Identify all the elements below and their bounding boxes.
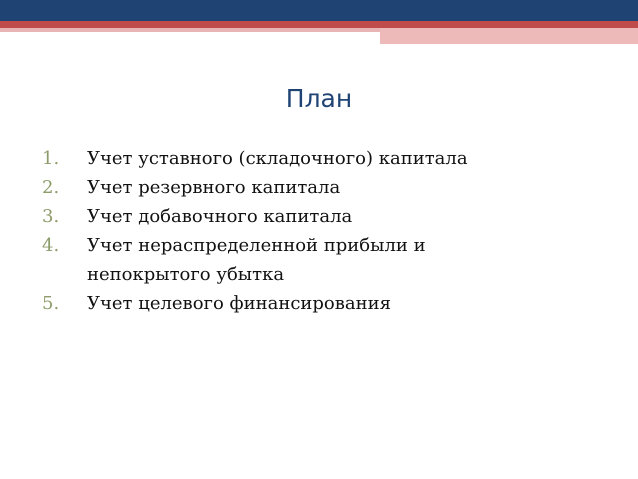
header-bar-pink-left — [0, 28, 380, 32]
plan-item-number: 4. — [42, 235, 60, 256]
plan-item-number: 2. — [42, 177, 60, 198]
plan-item-2 — [42, 173, 622, 202]
plan-item-text-line-2: непокрытого убытка — [87, 264, 285, 285]
plan-item-text: Учет целевого финансирования — [87, 293, 391, 314]
plan-item-text: Учет резервного капитала — [87, 177, 341, 198]
header-bar-navy — [0, 0, 638, 21]
slide-title: План — [285, 84, 353, 113]
plan-item-number: 3. — [42, 206, 60, 227]
plan-item-text-line-1: Учет нераспределенной прибыли и — [87, 235, 426, 256]
plan-item-text: Учет добавочного капитала — [87, 206, 353, 227]
plan-item-4 — [42, 231, 622, 289]
header-bar-pink-right — [380, 28, 638, 44]
plan-item-number: 1. — [42, 148, 60, 169]
plan-item-1 — [42, 144, 622, 173]
plan-item-3 — [42, 202, 622, 231]
plan-item-number: 5. — [42, 293, 60, 314]
header-bar-red — [0, 21, 638, 28]
plan-item-5 — [42, 289, 622, 318]
plan-list — [42, 144, 622, 318]
plan-item-text: Учет уставного (складочного) капитала — [87, 148, 468, 169]
